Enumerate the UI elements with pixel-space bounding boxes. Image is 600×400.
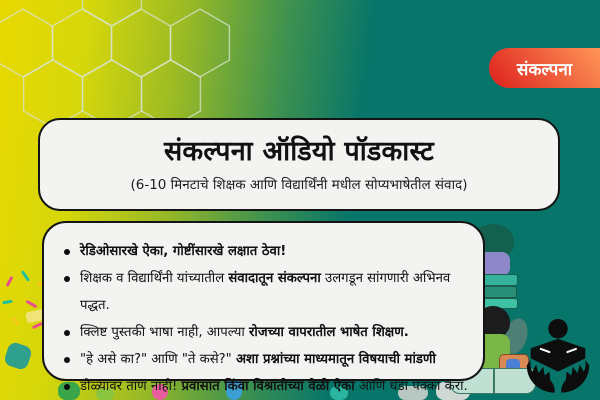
concept-badge-label: संकल्पना [516, 59, 573, 80]
list-item-text: रेडिओसारखे ऐका, गोष्टींसारखे लक्षात ठेवा! [80, 244, 287, 259]
page-subtitle: (6-10 मिनटाचे शिक्षक आणि विद्यार्थिंनी मधील सोप्यभाषेतील संवाद) [130, 177, 468, 193]
confetti-piece [26, 300, 38, 309]
bullet-icon [64, 357, 70, 363]
bullet-icon [64, 249, 70, 255]
list-item-text: डोळ्यांवर ताण नाही! प्रवासात किंवा विश्रांतीच्या वेळी ऐका आणि धडा पक्का करा. [80, 379, 468, 394]
title-card [38, 118, 560, 211]
list-item [64, 373, 469, 400]
list-item [64, 265, 469, 319]
list-item-text: "हे असे का?" आणि "ते कसे?" अशा प्रश्नांच्या माध्यमातून विषयाची मांडणी [80, 352, 436, 367]
reader-book-in-hands-logo-icon [519, 316, 597, 396]
list-item [64, 238, 469, 265]
list-item-text: शिक्षक व विद्यार्थिंनी यांच्यातील संवादातून संकल्पना उलगडून सांगणारी अभिनव पद्धत. [80, 271, 451, 313]
confetti-piece [6, 276, 14, 287]
feature-list [64, 238, 469, 400]
features-card [42, 221, 485, 394]
confetti-piece [2, 300, 12, 305]
confetti-piece [11, 316, 20, 326]
list-item [64, 346, 469, 373]
confetti-piece [21, 270, 30, 282]
concept-badge [489, 48, 600, 88]
bottom-decoration [3, 341, 33, 371]
bullet-icon [64, 276, 70, 282]
list-item [64, 319, 469, 346]
bullet-icon [64, 330, 70, 336]
list-item-text: क्लिष्ट पुस्तकी भाषा नाही, आपल्या रोजच्या वापरातील भाषेत शिक्षण. [80, 325, 409, 340]
bullet-icon [64, 384, 70, 390]
page-title: संकल्पना ऑडियो पॉडकास्ट [163, 136, 434, 167]
hexagon-pattern [0, 0, 284, 137]
